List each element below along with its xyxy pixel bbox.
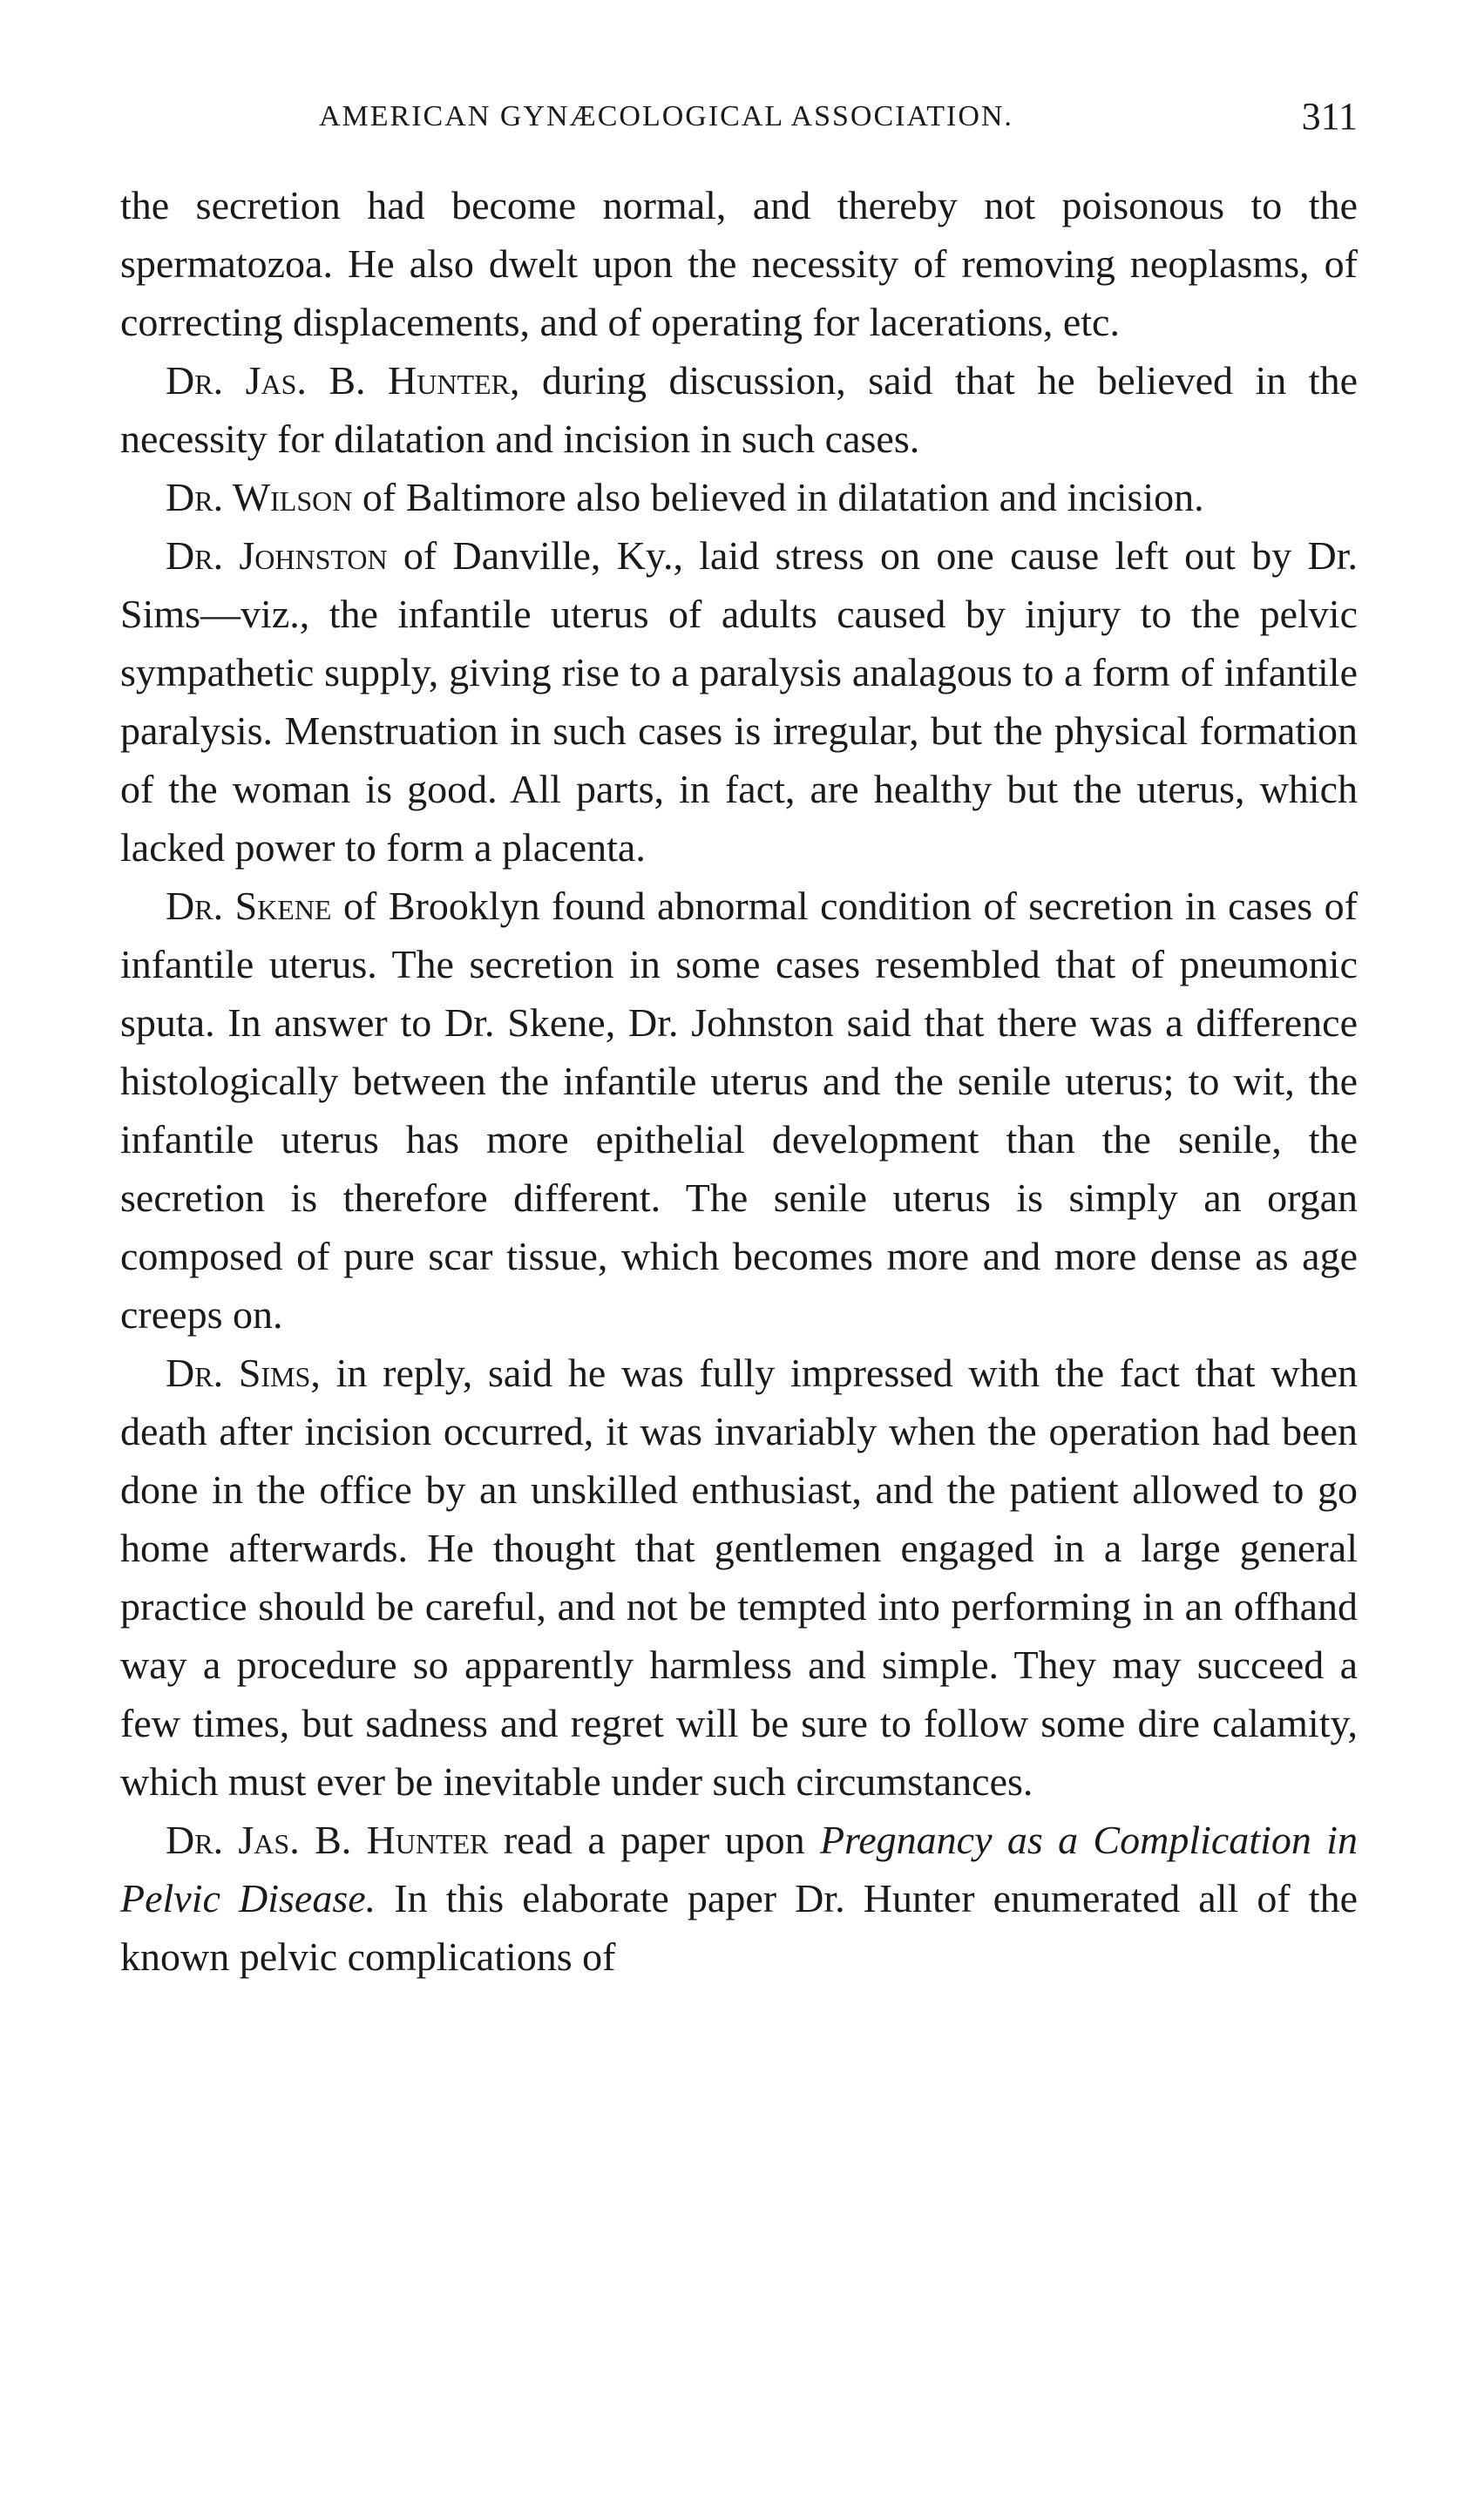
paragraph-text: , during discussion, said that he believed in the necessity for dilatation and incision in such cases.: [120, 358, 1358, 461]
page-number: 311: [1301, 95, 1358, 138]
paragraph-text: , in reply, said he was fully impressed with the fact that when death after incision occurred, it was invariably when the operation had been done in the office by an unskilled enthusiast, and the patient allowed to go home afterwards. He thought that gentlemen engaged in a large general practice should be careful, and not be tempted into performing in an offhand way a procedure so apparently harmless and simple. They may succeed a few times, but sadness and regret will be sure to follow some dire calamity, which must ever be inevitable under such circumstances.: [120, 1351, 1358, 1804]
speaker-name: Dr. Jas. B. Hunter: [166, 1818, 489, 1862]
paragraph-text: of Danville, Ky., laid stress on one cause left out by Dr. Sims—viz., the infantile uterus of adults caused by injury to the pelvic sympathetic supply, giving rise to a paralysis analagous to a form of infantile paralysis. Menstruation in such cases is irregular, but the physical formation of the woman is good. All parts, in fact, are healthy but the uterus, which lacked power to form a placenta.: [120, 533, 1359, 870]
paragraph-text: In this elaborate paper Dr. Hunter enumerated all of the known pelvic complications of: [120, 1876, 1358, 1979]
running-title: AMERICAN GYNÆCOLOGICAL ASSOCIATION.: [319, 100, 1013, 132]
paragraph-text: the secretion had become normal, and thereby not poisonous to the spermatozoa. He also dwelt upon the necessity of removing neoplasms, of correcting displacements, and of operating for lacerations, etc.: [120, 183, 1358, 344]
paragraph: [120, 1344, 1358, 1811]
speaker-name: Dr. Johnston: [166, 533, 388, 578]
speaker-name: Dr. Wilson: [166, 475, 353, 519]
body-text: [120, 176, 1358, 1986]
paragraph: [120, 1811, 1358, 1986]
speaker-name: Dr. Skene: [166, 884, 332, 928]
running-head: [120, 91, 1358, 143]
paragraph: [120, 526, 1358, 877]
paragraph-text: of Brooklyn found abnormal condition of secretion in cases of infantile uterus. The secretion in some cases resembled that of pneumonic sputa. In answer to Dr. Skene, Dr. Johnston said that there was a difference histologically between the infantile uterus and the senile uterus; to wit, the infantile uterus has more epithelial development than the senile, the secretion is therefore different. The senile uterus is simply an organ composed of pure scar tissue, which becomes more and more dense as age creeps on.: [120, 884, 1359, 1337]
paragraph: [120, 176, 1358, 351]
paragraph: [120, 351, 1358, 468]
book-page: [120, 0, 1358, 2513]
paragraph: [120, 877, 1358, 1344]
speaker-name: Dr. Jas. B. Hunter: [166, 358, 510, 403]
paragraph-text: read a paper upon: [488, 1818, 820, 1862]
paragraph-text: of Baltimore also believed in dilatation and incision.: [352, 475, 1204, 519]
paper-title: Pregnancy as a Complication in Pelvic Disease.: [120, 1818, 1358, 1920]
paragraph: [120, 468, 1358, 526]
speaker-name: Dr. Sims: [166, 1351, 311, 1395]
